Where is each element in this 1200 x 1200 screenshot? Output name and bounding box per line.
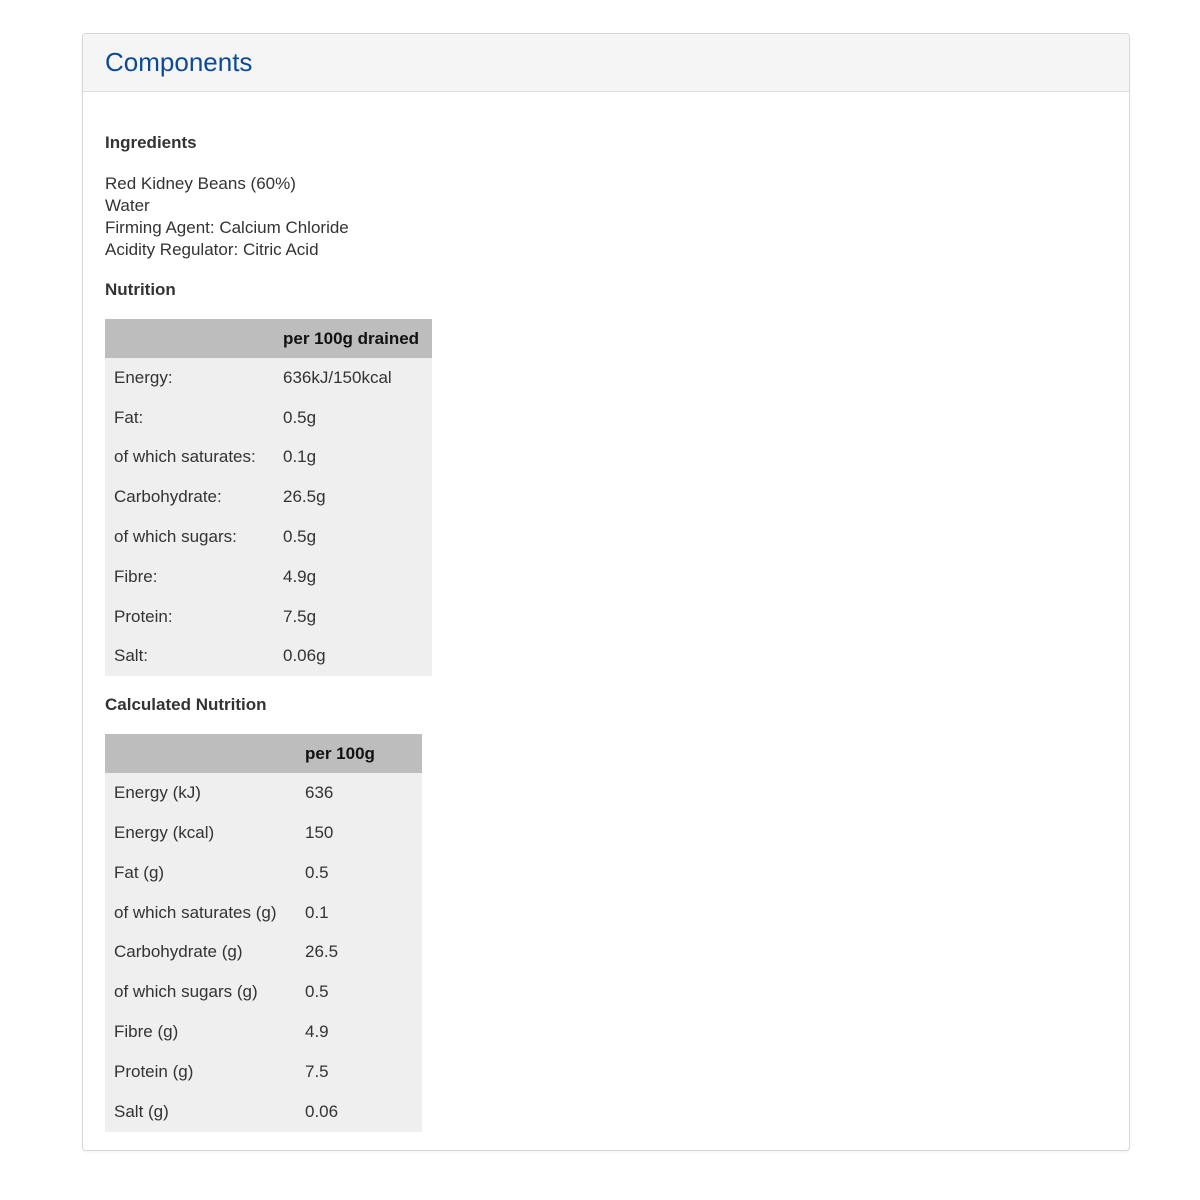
nutrient-name: Fat (g) [114, 862, 165, 882]
nutrient-name: Salt (g) [114, 1101, 169, 1121]
ingredients-heading: Ingredients [105, 133, 197, 152]
table-row [105, 972, 422, 1012]
nutrient-name: Carbohydrate: [114, 487, 222, 507]
nutrient-value: 0.1 [305, 902, 329, 922]
ingredient-item: Acidity Regulator: Citric Acid [105, 240, 319, 259]
nutrient-name: Fat: [114, 407, 144, 427]
nutrient-name: Carbohydrate (g) [114, 942, 243, 962]
column-header: per 100g drained [274, 319, 432, 358]
nutrient-value: 636kJ/150kcal [283, 367, 392, 387]
panel-body [83, 92, 1129, 1132]
nutrient-value: 0.1g [283, 447, 317, 467]
column-header [105, 319, 274, 358]
nutrient-name: Protein: [114, 606, 173, 626]
nutrient-name: Energy (kcal) [114, 823, 215, 843]
table-row [105, 1092, 422, 1132]
nutrient-value: 4.9 [305, 1022, 329, 1042]
nutrition-table [105, 319, 432, 676]
nutrient-value: 0.5 [305, 862, 329, 882]
nutrient-name: Salt: [114, 646, 149, 666]
nutrient-value: 0.5g [283, 527, 317, 547]
table-row [105, 438, 432, 478]
table-header-row [105, 734, 422, 773]
panel-header [83, 34, 1129, 92]
nutrient-name: of which sugars: [114, 527, 237, 547]
table-row [105, 398, 432, 438]
nutrient-value: 7.5 [305, 1061, 329, 1081]
nutrient-name: of which saturates: [114, 447, 256, 467]
ingredient-item: Red Kidney Beans (60%) [105, 174, 296, 193]
nutrient-value: 0.06 [305, 1101, 339, 1121]
nutrient-value: 150 [305, 823, 334, 843]
table-row [105, 358, 432, 398]
nutrient-name: of which sugars (g) [114, 982, 258, 1002]
table-row [105, 477, 432, 517]
table-row [105, 813, 422, 853]
table-row [105, 597, 432, 637]
table-row [105, 557, 432, 597]
ingredient-item: Firming Agent: Calcium Chloride [105, 218, 349, 237]
nutrition-heading: Nutrition [105, 280, 176, 299]
table-row [105, 933, 422, 973]
column-header: per 100g [296, 734, 422, 773]
ingredient-item: Water [105, 196, 150, 215]
table-row [105, 1052, 422, 1092]
nutrient-value: 4.9g [283, 566, 317, 586]
nutrient-name: Energy (kJ) [114, 783, 201, 803]
nutrient-name: Fibre (g) [114, 1022, 179, 1042]
column-header [105, 734, 296, 773]
table-row [105, 517, 432, 557]
nutrient-value: 0.5 [305, 982, 329, 1002]
table-row [105, 853, 422, 893]
nutrient-value: 0.5g [283, 407, 317, 427]
calculated-nutrition-table [105, 734, 422, 1131]
nutrient-value: 26.5 [305, 942, 339, 962]
table-row [105, 637, 432, 677]
table-row [105, 773, 422, 813]
nutrient-name: Fibre: [114, 566, 158, 586]
nutrient-name: Protein (g) [114, 1061, 194, 1081]
table-row [105, 1012, 422, 1052]
components-panel [82, 33, 1130, 1151]
nutrient-value: 636 [305, 783, 334, 803]
nutrient-value: 0.06g [283, 646, 326, 666]
panel-title: Components [105, 47, 253, 77]
calculated-nutrition-heading: Calculated Nutrition [105, 695, 267, 715]
nutrient-value: 26.5g [283, 487, 326, 507]
table-header-row [105, 319, 432, 358]
nutrient-value: 7.5g [283, 606, 317, 626]
nutrient-name: of which saturates (g) [114, 902, 277, 922]
ingredients-list [105, 173, 1107, 261]
nutrient-name: Energy: [114, 367, 173, 387]
table-row [105, 893, 422, 933]
